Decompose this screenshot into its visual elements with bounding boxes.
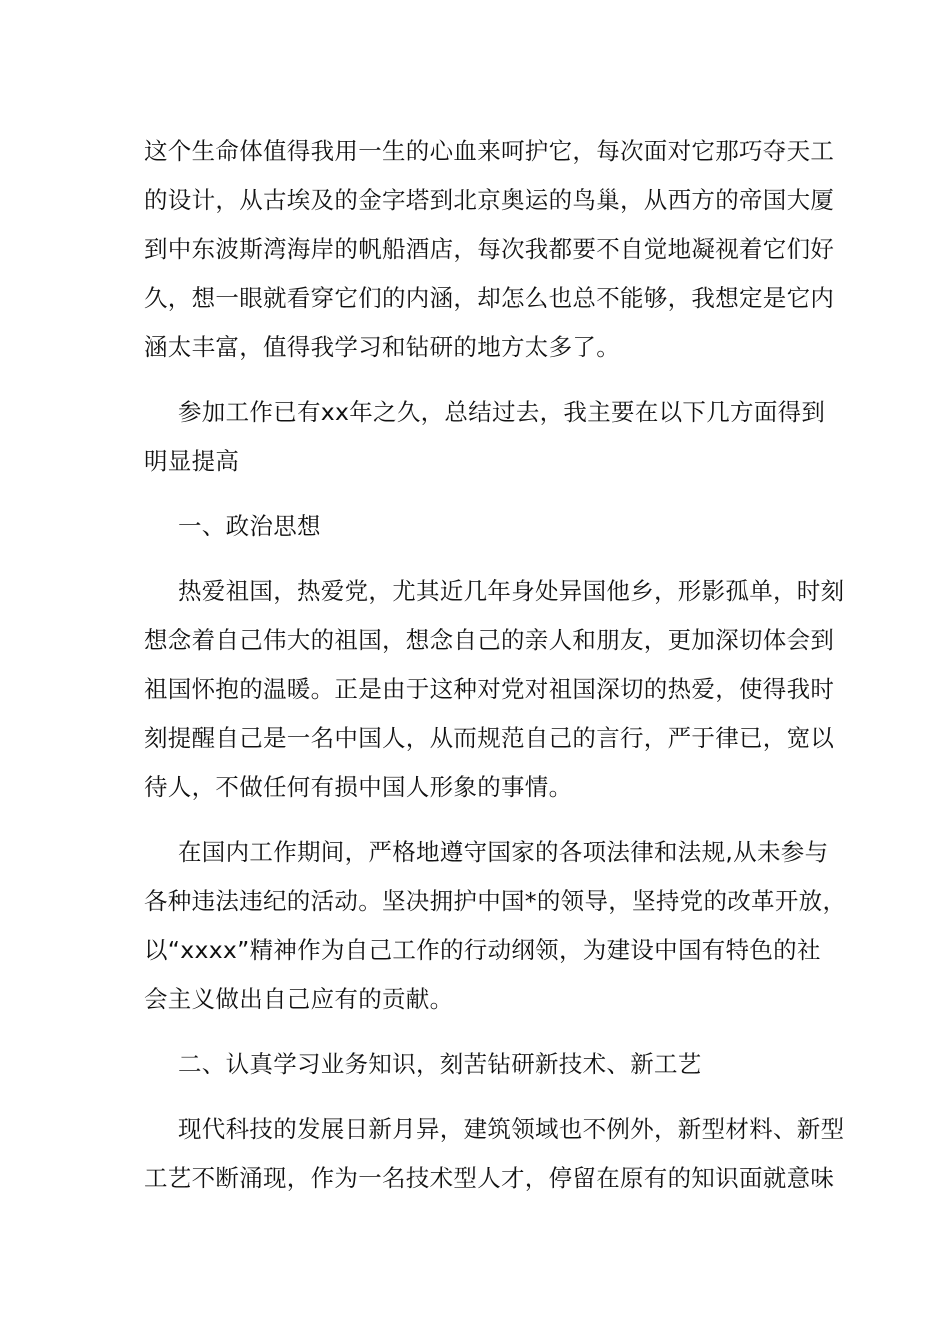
paragraph-line: 祖国怀抱的温暖。正是由于这种对党对祖国深切的热爱，使得我时 (144, 675, 835, 703)
paragraph-line: 热爱祖国，热爱党，尤其近几年身处异国他乡，形影孤单，时刻 (178, 577, 845, 605)
paragraph-line: 现代科技的发展日新月异，建筑领域也不例外，新型材料、新型 (178, 1115, 845, 1143)
paragraph-7 (144, 1105, 845, 1203)
paragraph-line: 到中东波斯湾海岸的帆船酒店，每次我都要不自觉地凝视着它们好 (144, 235, 835, 263)
paragraph-line: 刻提醒自己是一名中国人，从而规范自己的言行，严于律已，宽以 (144, 724, 835, 752)
paragraph-line: 久，想一眼就看穿它们的内涵，却怎么也总不能够，我想定是它内 (144, 284, 835, 312)
paragraph-line: 参加工作已有xx年之久，总结过去，我主要在以下几方面得到 (178, 398, 826, 426)
paragraph-2 (144, 388, 826, 486)
paragraph-line: 以“xxxx”精神作为自己工作的行动纲领，为建设中国有特色的社 (144, 936, 821, 964)
paragraph-line: 明显提高 (144, 447, 240, 475)
heading-line: 二、认真学习业务知识，刻苦钻研新技术、新工艺 (178, 1050, 702, 1078)
paragraph-line: 会主义做出自己应有的贡献。 (144, 985, 454, 1013)
paragraph-4 (144, 567, 845, 812)
section-heading-2 (144, 1040, 809, 1089)
paragraph-line: 在国内工作期间，严格地遵守国家的各项法律和法规,从未参与 (178, 838, 829, 866)
paragraph-line: 涵太丰富，值得我学习和钻研的地方太多了。 (144, 333, 620, 361)
document-body (144, 127, 847, 1203)
paragraph-line: 各种违法违纪的活动。坚决拥护中国*的领导，坚持党的改革开放， (144, 887, 847, 915)
paragraph-line: 待人，不做任何有损中国人形象的事情。 (144, 773, 573, 801)
section-heading-1 (144, 502, 809, 551)
paragraph-line: 想念着自己伟大的祖国，想念自己的亲人和朋友，更加深切体会到 (144, 626, 835, 654)
heading-line: 一、政治思想 (178, 512, 321, 540)
paragraph-line: 这个生命体值得我用一生的心血来呵护它，每次面对它那巧夺天工 (144, 137, 835, 165)
paragraph-line: 的设计，从古埃及的金字塔到北京奥运的鸟巢，从西方的帝国大厦 (144, 186, 835, 214)
paragraph-1 (144, 127, 835, 372)
paragraph-line: 工艺不断涌现，作为一名技术型人才，停留在原有的知识面就意味 (144, 1164, 835, 1192)
paragraph-5 (144, 828, 847, 1024)
